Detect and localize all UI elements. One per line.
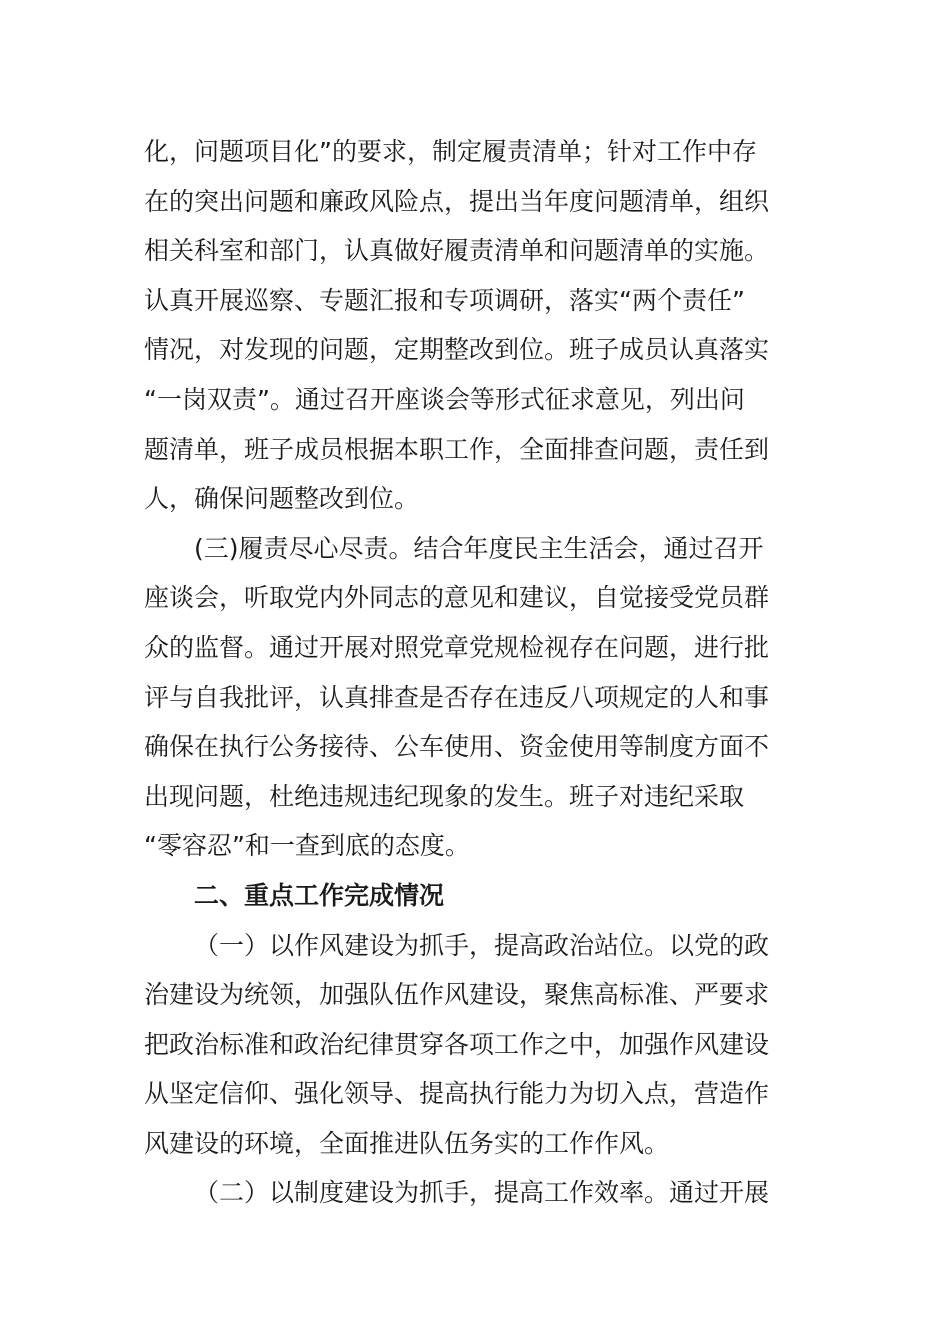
paragraph-line: 化，问题项目化”的要求，制定履责清单；针对工作中存 [144, 137, 757, 166]
paragraph-line: 评与自我批评，认真排查是否存在违反八项规定的人和事 [144, 682, 770, 712]
paragraph-line: “一岗双责”。通过召开座谈会等形式征求意见，列出问 [144, 384, 745, 414]
paragraph-line: 情况，对发现的问题，定期整改到位。班子成员认真落实 [144, 335, 770, 365]
paragraph-line: (三)履责尽心尽责。结合年度民主生活会，通过召开 [194, 533, 764, 563]
paragraph-line: 题清单，班子成员根据本职工作，全面排查问题，责任到 [144, 434, 770, 464]
paragraph-line: 出现问题，杜绝违规违纪现象的发生。班子对违纪采取 [144, 781, 745, 811]
paragraph-line: 座谈会，听取党内外同志的意见和建议，自觉接受党员群 [144, 583, 770, 613]
paragraph-line: 确保在执行公务接待、公车使用、资金使用等制度方面不 [144, 732, 770, 762]
paragraph-line: 把政治标准和政治纪律贯穿各项工作之中，加强作风建设 [144, 1029, 770, 1059]
paragraph-line: 认真开展巡察、专题汇报和专项调研，落实“两个责任” [144, 285, 745, 315]
paragraph-line: 相关科室和部门，认真做好履责清单和问题清单的实施。 [144, 236, 770, 266]
section-heading: 二、重点工作完成情况 [194, 880, 445, 910]
document-body [144, 127, 816, 1218]
paragraph-line: 在的突出问题和廉政风险点，提出当年度问题清单，组织 [144, 186, 770, 216]
paragraph-line: “零容忍”和一查到底的态度。 [144, 831, 470, 861]
paragraph-line: 从坚定信仰、强化领导、提高执行能力为切入点，营造作 [144, 1079, 770, 1109]
paragraph-line: （一）以作风建设为抓手，提高政治站位。以党的政 [194, 930, 770, 960]
paragraph-line: 治建设为统领，加强队伍作风建设，聚焦高标准、严要求 [144, 980, 770, 1010]
paragraph-line: 风建设的环境，全面推进队伍务实的工作作风。 [144, 1128, 670, 1158]
paragraph-line: 人，确保问题整改到位。 [144, 484, 420, 514]
paragraph-line: （二）以制度建设为抓手，提高工作效率。通过开展 [194, 1178, 770, 1208]
paragraph-line: 众的监督。通过开展对照党章党规检视存在问题，进行批 [144, 632, 770, 662]
